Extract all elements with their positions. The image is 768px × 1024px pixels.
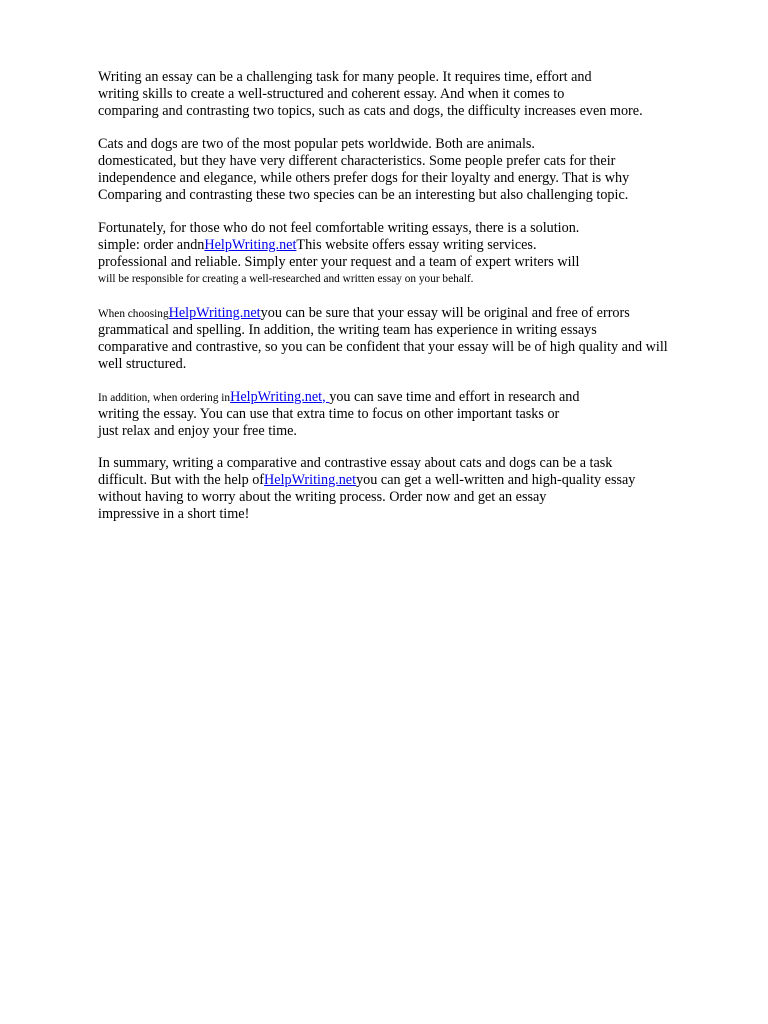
text-segment: This website offers essay writing services. bbox=[296, 236, 537, 253]
text-line: Cats and dogs are two of the most popular pets worldwide. Both are animals. bbox=[98, 135, 535, 152]
text-line: independence and elegance, while others prefer dogs for their loyalty and energy. That is why bbox=[98, 170, 630, 187]
text-line: just relax and enjoy your free time. bbox=[98, 423, 297, 440]
text-segment: you can save time and effort in research and bbox=[329, 388, 580, 405]
paragraph-ordering bbox=[98, 389, 580, 441]
text-line bbox=[98, 389, 580, 406]
paragraph-solution bbox=[98, 220, 579, 289]
paragraph-summary bbox=[98, 455, 635, 524]
text-segment: you can be sure that your essay will be original and free of errors bbox=[260, 304, 630, 321]
helpwriting-link[interactable]: HelpWriting.net bbox=[204, 236, 297, 253]
text-line: Writing an essay can be a challenging task for many people. It requires time, effort and bbox=[98, 68, 592, 85]
text-segment: When choosing bbox=[98, 307, 169, 320]
text-line: writing skills to create a well-structured and coherent essay. And when it comes to bbox=[98, 85, 565, 102]
text-line: impressive in a short time! bbox=[98, 506, 250, 523]
text-line: domesticated, but they have very different characteristics. Some people prefer cats for their bbox=[98, 152, 616, 169]
paragraph-intro bbox=[98, 69, 643, 121]
text-line: Fortunately, for those who do not feel comfortable writing essays, there is a solution. bbox=[98, 219, 580, 236]
helpwriting-link[interactable]: HelpWriting.net bbox=[168, 304, 261, 321]
text-line: without having to worry about the writing process. Order now and get an essay bbox=[98, 489, 547, 506]
text-line: will be responsible for creating a well-researched and written essay on your behalf. bbox=[98, 273, 474, 286]
paragraph-pets bbox=[98, 136, 629, 205]
helpwriting-link[interactable]: HelpWriting.net bbox=[264, 471, 357, 488]
text-line: writing the essay. You can use that extra time to focus on other important tasks or bbox=[98, 405, 560, 422]
text-segment: In addition, when ordering in bbox=[98, 391, 231, 404]
text-line: professional and reliable. Simply enter your request and a team of expert writers will bbox=[98, 254, 580, 271]
text-line: well structured. bbox=[98, 356, 187, 373]
text-line: Comparing and contrasting these two species can be an interesting but also challenging topic. bbox=[98, 187, 629, 204]
text-line bbox=[98, 472, 635, 489]
paragraph-choosing bbox=[98, 305, 668, 374]
text-segment: you can get a well-written and high-quality essay bbox=[356, 471, 636, 488]
text-segment: difficult. But with the help of bbox=[98, 471, 265, 488]
text-line: comparing and contrasting two topics, such as cats and dogs, the difficulty increases even more. bbox=[98, 103, 643, 120]
text-line: grammatical and spelling. In addition, the writing team has experience in writing essays bbox=[98, 321, 597, 338]
text-line: comparative and contrastive, so you can be confident that your essay will be of high quality and will bbox=[98, 339, 668, 356]
text-line bbox=[98, 305, 668, 322]
helpwriting-link[interactable]: HelpWriting.net, bbox=[230, 388, 330, 405]
text-segment: simple: order andn bbox=[98, 236, 205, 253]
text-line bbox=[98, 237, 579, 254]
text-line: In summary, writing a comparative and contrastive essay about cats and dogs can be a task bbox=[98, 454, 613, 471]
